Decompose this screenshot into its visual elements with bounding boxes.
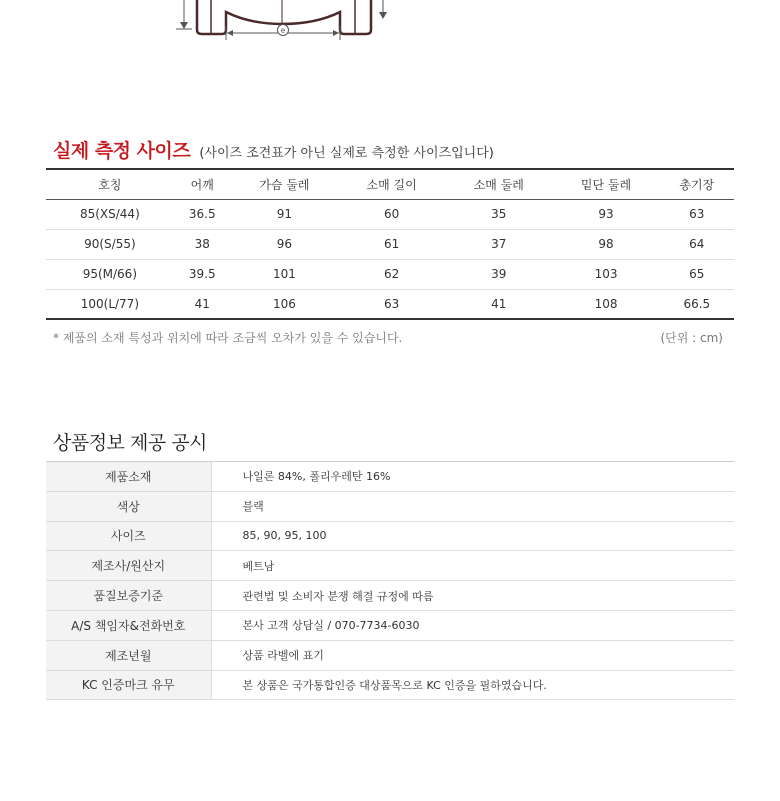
info-value: 블랙 (242, 500, 264, 514)
table-row (46, 521, 734, 551)
cell: 100(L/77) (80, 296, 139, 311)
table-row (46, 551, 734, 581)
cell: 41 (194, 296, 210, 311)
cell: 39.5 (188, 267, 216, 281)
table-row (46, 640, 734, 670)
info-label: 품질보증기준 (46, 581, 211, 611)
table-row (46, 289, 734, 319)
cell: 65 (689, 267, 705, 281)
info-label: 제품소재 (46, 462, 211, 492)
cell: 63 (689, 207, 705, 221)
col-header: 어깨 (190, 177, 214, 192)
cell: 90(S/55) (84, 237, 136, 251)
size-unit: (단위 : cm) (660, 331, 723, 345)
info-value: 나일론 84%, 폴리우레탄 16% (242, 470, 391, 484)
size-section-title (53, 136, 494, 163)
cell: 62 (383, 267, 400, 281)
info-section-title: 상품정보 제공 공시 (53, 432, 207, 454)
cell: 41 (491, 296, 507, 311)
table-row (46, 462, 734, 492)
garment-measurement-diagram (0, 0, 780, 50)
size-note: * 제품의 소재 특성과 위치에 따라 조금씩 오차가 있을 수 있습니다. (53, 331, 403, 345)
product-info-table (46, 461, 734, 700)
cell: 60 (383, 207, 400, 221)
cell: 91 (276, 207, 293, 221)
size-title-main: 실제 측정 사이즈 (53, 140, 191, 162)
info-value: 본사 고객 상담실 / 070-7734-6030 (242, 619, 420, 633)
cell: 96 (276, 237, 293, 251)
cell: 106 (272, 296, 296, 311)
info-label: 색상 (46, 491, 211, 521)
table-row (46, 610, 734, 640)
cell: 63 (383, 296, 400, 311)
hem-marker-label: e (280, 26, 286, 35)
table-row (46, 670, 734, 700)
size-table (46, 168, 734, 320)
cell: 95(M/66) (82, 267, 138, 281)
info-value: 베트남 (242, 559, 275, 573)
cell: 61 (383, 237, 400, 251)
table-row (46, 581, 734, 611)
info-label: A/S 책임자&전화번호 (46, 610, 211, 640)
info-label: 제조년월 (46, 640, 211, 670)
col-header: 소매 길이 (366, 177, 417, 192)
cell: 108 (594, 296, 618, 311)
info-value: 85, 90, 95, 100 (242, 529, 327, 543)
col-header: 총기장 (679, 177, 715, 192)
info-value: 관련법 및 소비자 분쟁 해결 규정에 따름 (242, 589, 434, 603)
info-label: 사이즈 (46, 521, 211, 551)
cell: 39 (491, 267, 507, 281)
cell: 93 (598, 207, 614, 221)
info-value: 상품 라벨에 표기 (242, 649, 324, 663)
cell: 35 (491, 207, 507, 221)
col-header: 소매 둘레 (473, 177, 524, 192)
table-row (46, 229, 734, 259)
cell: 66.5 (683, 296, 711, 311)
cell: 98 (598, 237, 614, 251)
info-value: 본 상품은 국가통합인증 대상품목으로 KC 인증을 필하였습니다. (242, 678, 547, 692)
col-header: 호칭 (98, 177, 122, 192)
info-label: KC 인증마크 유무 (46, 670, 211, 700)
cell: 103 (594, 267, 618, 281)
cell: 85(XS/44) (79, 207, 140, 221)
table-row (46, 199, 734, 229)
cell: 38 (194, 237, 210, 251)
table-row (46, 491, 734, 521)
cell: 64 (689, 237, 705, 251)
cell: 37 (491, 237, 507, 251)
cell: 101 (272, 267, 296, 281)
size-title-sub: (사이즈 조견표가 아닌 실제로 측정한 사이즈입니다) (199, 146, 494, 161)
info-label: 제조사/원산지 (46, 551, 211, 581)
cell: 36.5 (188, 207, 216, 221)
col-header: 가슴 둘레 (259, 177, 310, 192)
table-row (46, 259, 734, 289)
size-table-header (46, 169, 734, 199)
col-header: 밑단 둘레 (580, 177, 632, 192)
